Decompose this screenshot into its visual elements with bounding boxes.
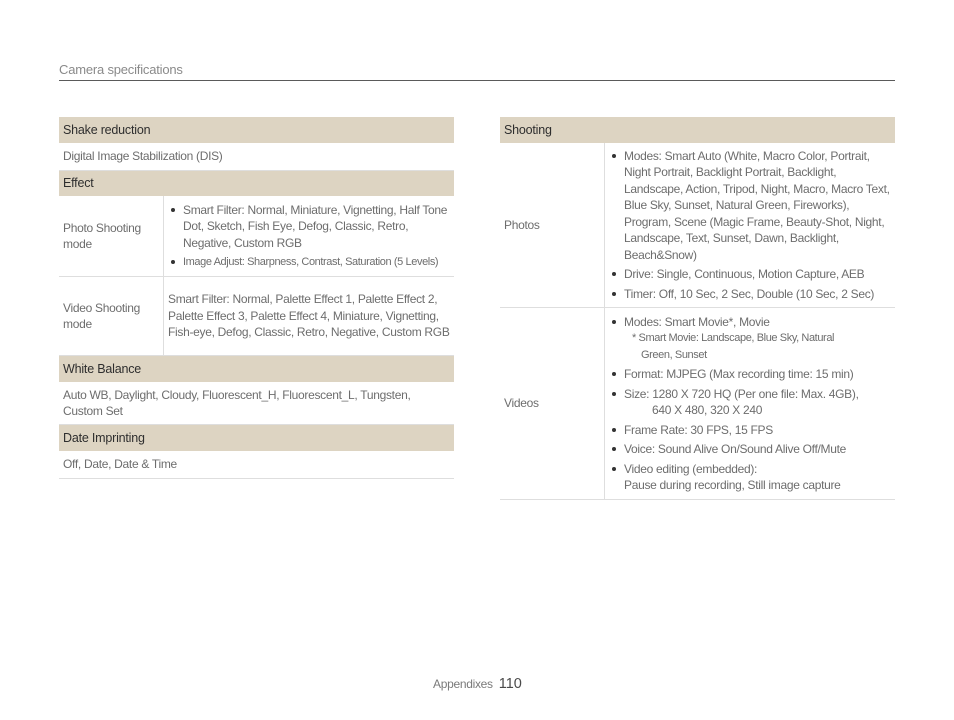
effect-video-value: Smart Filter: Normal, Palette Effect 1, Palette Effect 2, Palette Effect 3, Palette Effect 4, Miniature, Vignetting, Fish-eye, Defog, Classic, Retro, Negative, Custom RGB [168,292,450,340]
effect-photo-item: Smart Filter: Normal, Miniature, Vignetting, Half Tone Dot, Sketch, Fish Eye, Defog, Classic, Retro, Negative, Custom RGB [168,202,450,252]
videos-size-line: 640 X 480, 320 X 240 [652,403,763,417]
date-imprinting-header: Date Imprinting [59,425,454,451]
effect-photo-label: Photo Shooting mode [59,196,164,276]
effect-photo-row [59,196,454,277]
videos-size-line: Size: 1280 X 720 HQ (Per one file: Max. 4GB), [624,386,859,401]
page-header [59,61,895,81]
shooting-photos-item: Modes: Smart Auto (White, Macro Color, Portrait, Night Portrait, Backlight Portrait, Backlight, Landscape, Action, Tripod, Night, Macro, Macro Text, Blue Sky, Sunset, Natural Green, Fireworks), Program, Scene (Magic Frame, Beauty-Shot, Night, Landscape, Text, Sunset, Dawn, Backlight, Beach&Snow) [609,148,891,264]
videos-editing-item [609,461,891,494]
effect-photo-item: Image Adjust: Sharpness, Contrast, Saturation (5 Levels) [168,254,450,271]
videos-frame-rate-item: Frame Rate: 30 FPS, 15 FPS [609,422,891,439]
white-balance-value [59,382,454,425]
shooting-header: Shooting [500,117,895,143]
shake-reduction-header: Shake reduction [59,117,454,143]
effect-video-label: Video Shooting mode [59,277,164,355]
shooting-videos-value [605,308,895,499]
date-imprinting-value [59,451,454,479]
effect-header: Effect [59,171,454,196]
left-spec-table [59,117,454,479]
shake-reduction-text: Digital Image Stabilization (DIS) [63,149,223,164]
shooting-videos-label: Videos [500,308,605,499]
videos-modes-text: Modes: Smart Movie*, Movie [624,314,770,329]
shooting-photos-item: Drive: Single, Continuous, Motion Capture, AEB [609,266,891,283]
videos-editing-line: Pause during recording, Still image capture [624,478,841,492]
page-title: Camera specifications [59,62,183,77]
white-balance-text: Auto WB, Daylight, Cloudy, Fluorescent_H, Fluorescent_L, Tungsten, Custom Set [63,387,411,418]
videos-size-item [609,386,891,419]
videos-modes-note [624,330,891,363]
page-footer [433,676,522,694]
shooting-videos-row [500,308,895,500]
shooting-photos-value [605,143,895,307]
shake-reduction-value [59,143,454,171]
date-imprinting-text: Off, Date, Date & Time [63,457,177,472]
videos-modes-item [609,314,891,364]
videos-modes-note-line: Green, Sunset [641,348,707,361]
videos-format-item: Format: MJPEG (Max recording time: 15 min) [609,366,891,383]
effect-video-row [59,277,454,356]
videos-voice-item: Voice: Sound Alive On/Sound Alive Off/Mute [609,441,891,458]
videos-modes-note-line: * Smart Movie: Landscape, Blue Sky, Natural [632,332,835,344]
right-spec-table [500,117,895,500]
white-balance-header: White Balance [59,356,454,382]
footer-section-name: Appendixes [433,677,493,691]
effect-photo-value [164,196,454,276]
videos-editing-line: Video editing (embedded): [624,461,758,476]
shooting-photos-row [500,143,895,308]
page-number: 110 [498,676,522,692]
shooting-photos-item: Timer: Off, 10 Sec, 2 Sec, Double (10 Sec, 2 Sec) [609,286,891,303]
shooting-photos-label: Photos [500,143,605,307]
